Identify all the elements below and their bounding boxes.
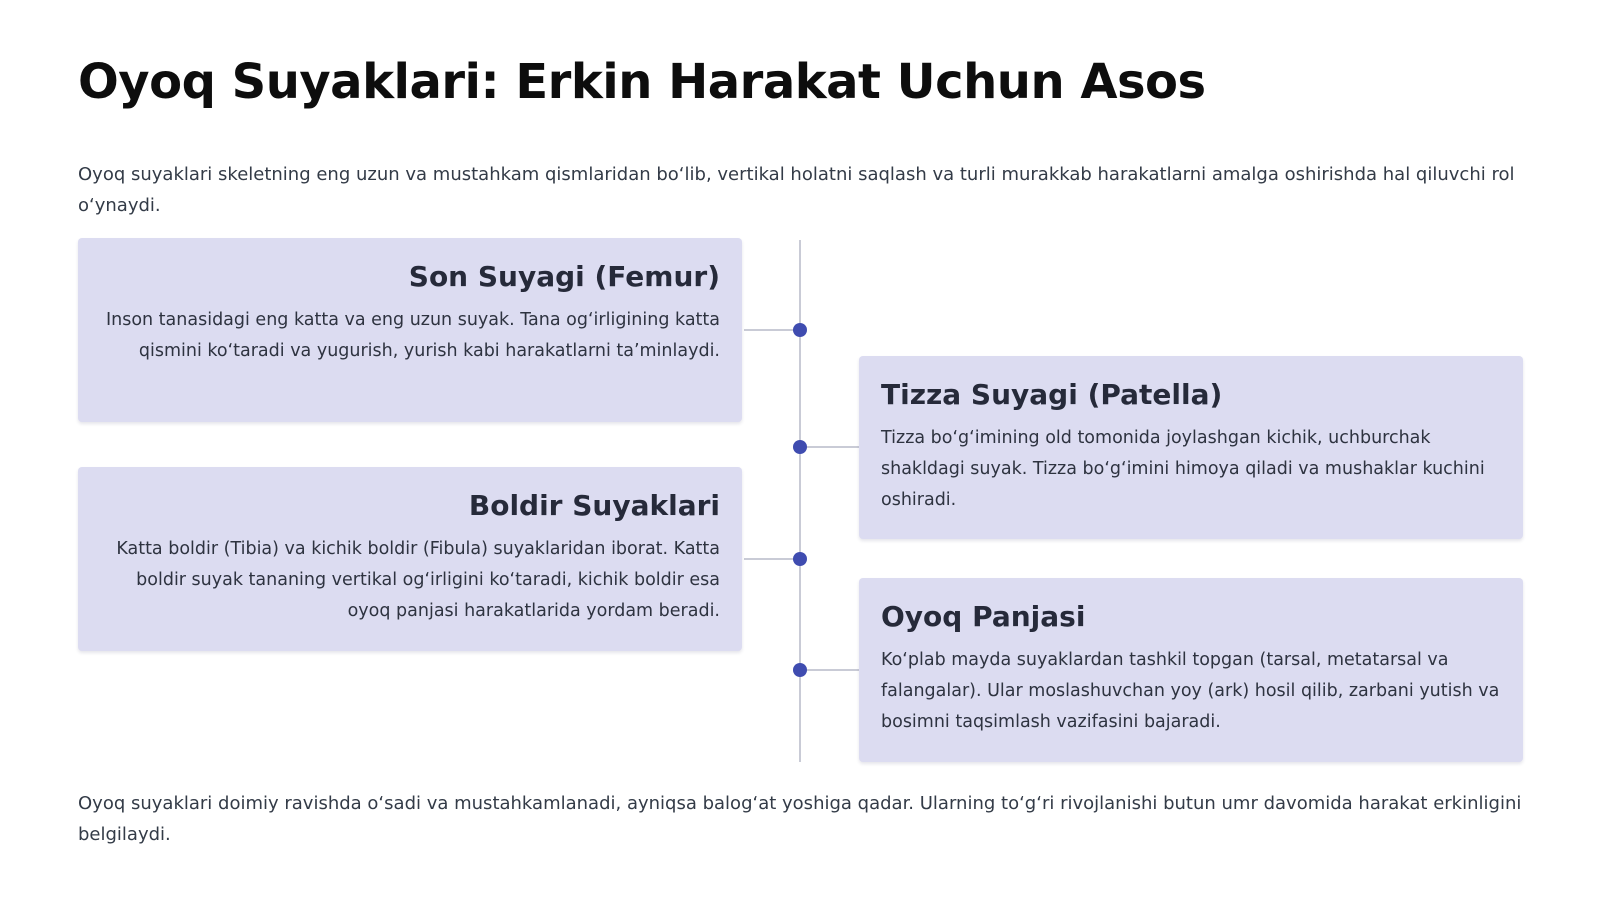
- card-text: Ko‘plab mayda suyaklardan tashkil topgan (tarsal, metatarsal va falangalar). Ular moslashuvchan yoy (ark) hosil qilib, zarbani yutish va bosimni taqsimlash vazifasini bajaradi.: [881, 650, 1500, 732]
- card-title: Boldir Suyaklari: [468, 489, 720, 522]
- card-title: Oyoq Panjasi: [881, 600, 1086, 633]
- page-title: Oyoq Suyaklari: Erkin Harakat Uchun Asos: [78, 54, 1206, 110]
- card-femur: [78, 238, 742, 422]
- outro-paragraph: Oyoq suyaklari doimiy ravishda o‘sadi va mustahkamlanadi, ayniqsa balog‘at yoshiga qadar. Ularning to‘g‘ri rivojlanishi butun umr davomida harakat erkinligini belgilaydi.: [78, 793, 1522, 845]
- timeline-dot: [793, 663, 807, 677]
- timeline-line: [799, 240, 801, 762]
- timeline-connector: [800, 446, 859, 448]
- timeline-connector: [800, 669, 859, 671]
- card-title: Son Suyagi (Femur): [408, 260, 720, 293]
- card-text: Inson tanasidagi eng katta va eng uzun suyak. Tana og‘irligining katta qismini ko‘taradi va yugurish, yurish kabi harakatlarni ta’minlaydi.: [105, 310, 720, 361]
- card-boldir: [78, 467, 742, 651]
- timeline-dot: [793, 323, 807, 337]
- timeline-connector: [744, 558, 800, 560]
- card-text: Tizza bo‘g‘imining old tomonida joylashgan kichik, uchburchak shakldagi suyak. Tizza bo‘g‘imini himoya qiladi va mushaklar kuchini oshiradi.: [881, 428, 1485, 510]
- intro-paragraph: Oyoq suyaklari skeletning eng uzun va mustahkam qismlaridan bo‘lib, vertikal holatni saqlash va turli murakkab harakatlarni amalga oshirishda hal qiluvchi rol o‘ynaydi.: [78, 164, 1515, 216]
- timeline-connector: [744, 329, 800, 331]
- card-oyoq-panjasi: [859, 578, 1523, 762]
- card-title: Tizza Suyagi (Patella): [881, 378, 1223, 411]
- timeline-dot: [793, 440, 807, 454]
- timeline-dot: [793, 552, 807, 566]
- card-patella: [859, 356, 1523, 539]
- card-text: Katta boldir (Tibia) va kichik boldir (Fibula) suyaklaridan iborat. Katta boldir suyak tananing vertikal og‘irligini ko‘taradi, kichik boldir esa oyoq panjasi harakatlarida yordam beradi.: [116, 539, 720, 621]
